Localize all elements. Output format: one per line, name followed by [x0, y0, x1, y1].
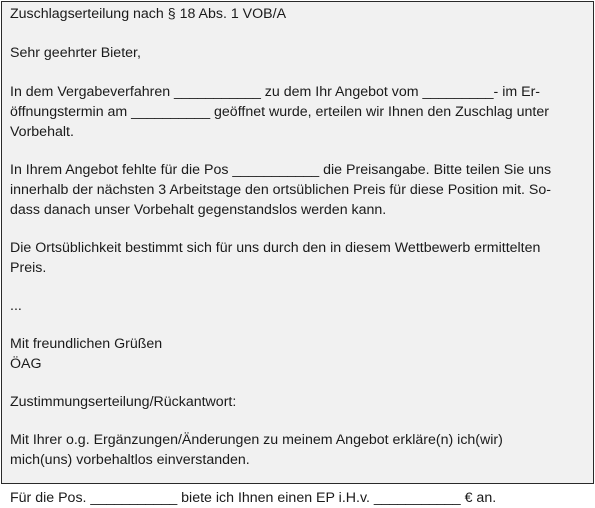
ellipsis-text: ... [10, 298, 22, 314]
price-offer-text: Für die Pos. ___________ biete ich Ihnen einen EP i.H.v. ___________ € an. [10, 490, 497, 506]
price-offer-line [10, 488, 585, 508]
ellipsis [10, 296, 585, 316]
award-line-3: Vorbehalt. [10, 124, 74, 140]
closing-block [10, 334, 585, 374]
missing-price-line-1: In Ihrem Angebot fehlte für die Pos ___________ die Preisangabe. Bitte teilen Sie uns [10, 162, 552, 178]
local-price-line-1: Die Ortsüblichkeit bestimmt sich für uns durch den in diesem Wettbewerb ermittelten [10, 240, 541, 256]
missing-price-line-2: innerhalb der nächsten 3 Arbeitstage den ortsüblichen Preis für diese Position mit. So- [10, 182, 552, 198]
salutation [10, 43, 585, 63]
reply-heading-text: Zustimmungserteilung/Rückantwort: [10, 394, 237, 410]
consent-paragraph [10, 430, 585, 470]
reply-heading [10, 392, 585, 412]
sender-name: ÖAG [10, 356, 42, 372]
award-line-2: öffnungstermin am __________ geöffnet wurde, erteilen wir Ihnen den Zuschlag unter [10, 104, 549, 120]
closing-text: Mit freundlichen Grüßen [10, 336, 163, 352]
award-paragraph [10, 82, 585, 142]
local-price-line-2: Preis. [10, 260, 47, 276]
consent-line-2: mich(uns) vorbehaltlos einverstanden. [10, 452, 250, 468]
missing-price-line-3: dass danach unser Vorbehalt gegenstandslos werden kann. [10, 202, 387, 218]
consent-line-1: Mit Ihrer o.g. Ergänzungen/Änderungen zu meinem Angebot erkläre(n) ich(wir) [10, 432, 503, 448]
salutation-text: Sehr geehrter Bieter, [10, 45, 141, 61]
local-price-paragraph [10, 238, 585, 278]
heading-text: Zuschlagserteilung nach § 18 Abs. 1 VOB/A [10, 6, 287, 22]
award-line-1: In dem Vergabeverfahren ___________ zu dem Ihr Angebot vom _________- im Er- [10, 84, 541, 100]
missing-price-paragraph [10, 160, 585, 220]
letter-document [1, 1, 594, 506]
letter-heading [10, 4, 585, 24]
